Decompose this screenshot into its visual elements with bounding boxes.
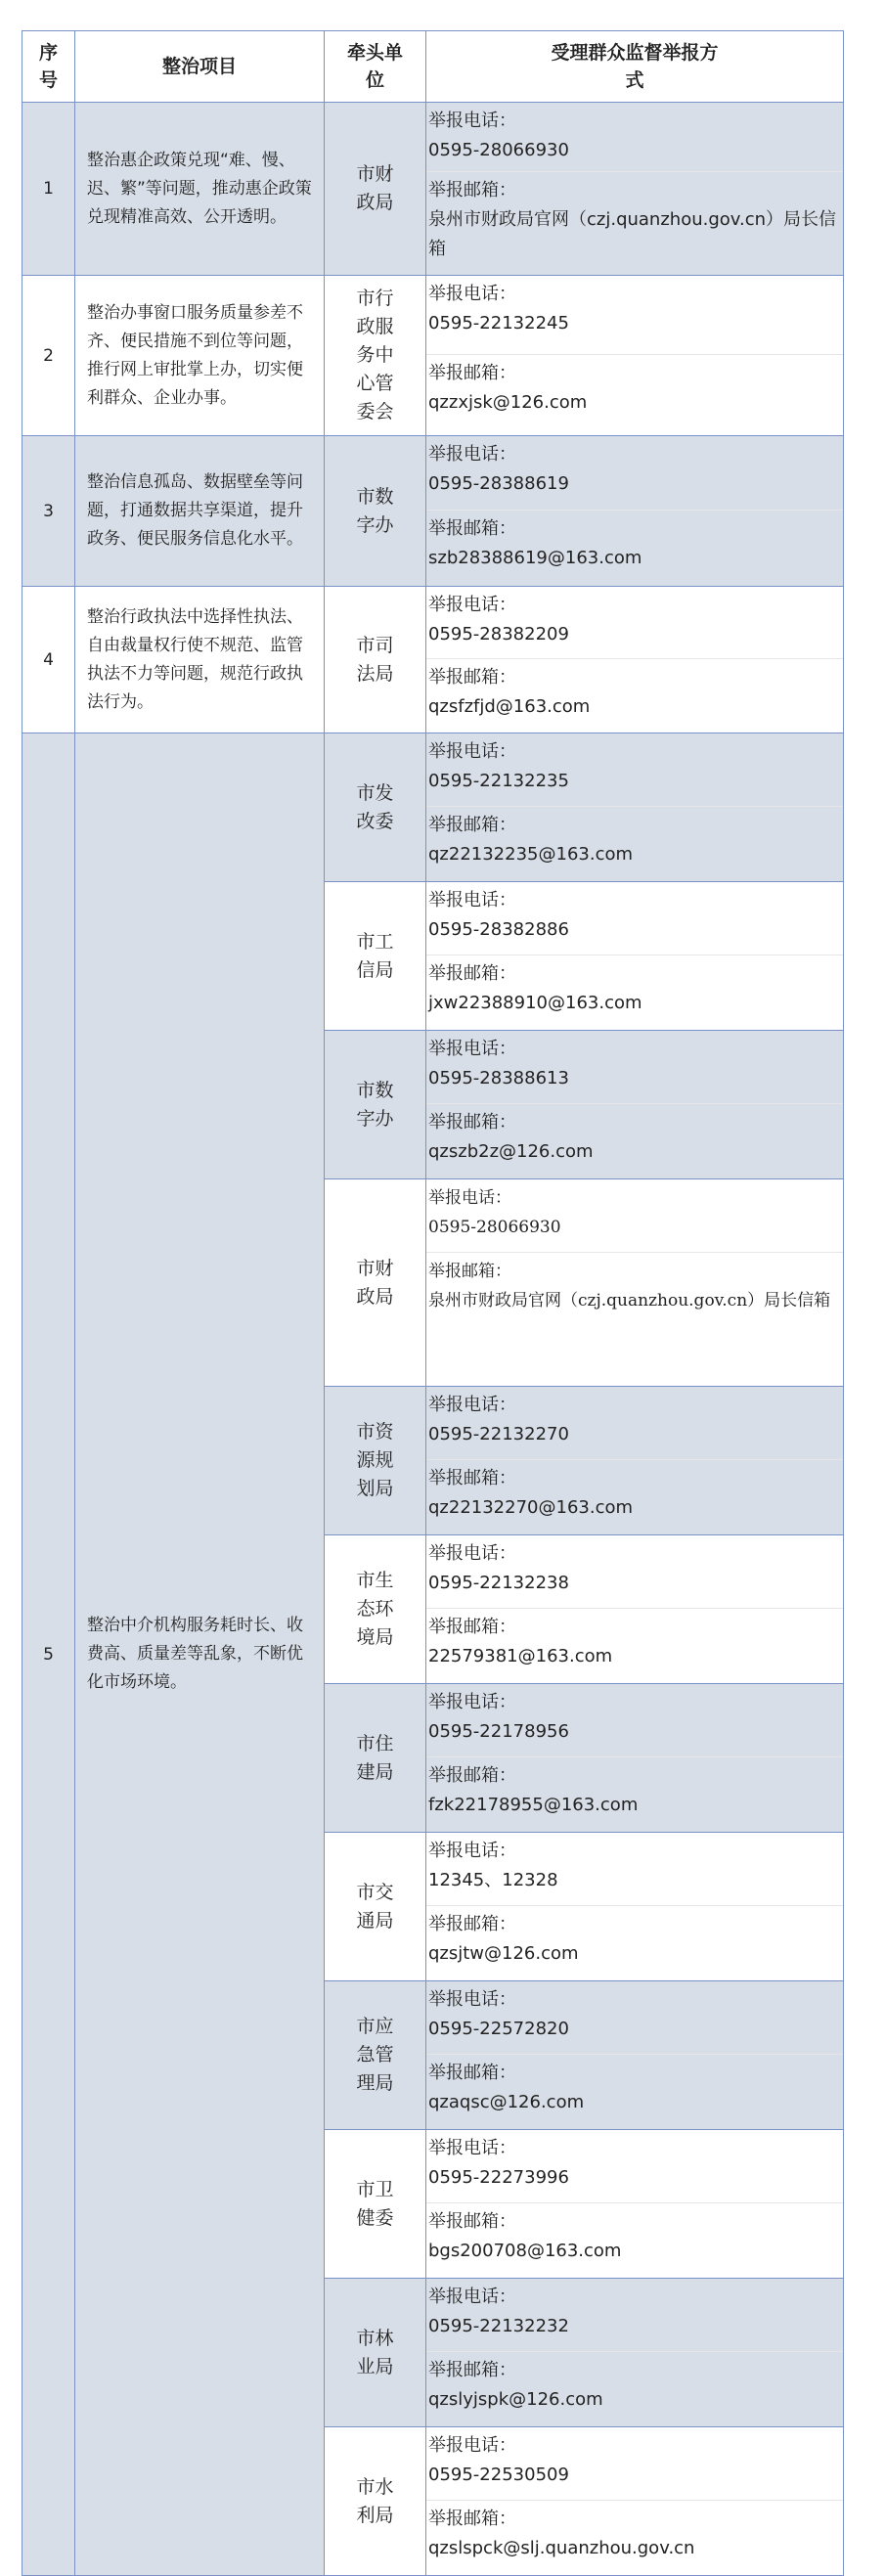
phone-number: 0595-22530509 xyxy=(428,2465,569,2485)
row-unit-text: 市数字办 xyxy=(356,485,394,536)
phone-block xyxy=(426,2279,843,2351)
row-contact xyxy=(426,1387,844,1535)
row-contact xyxy=(426,1179,844,1387)
mail-block xyxy=(426,1905,843,1980)
row-contact xyxy=(426,2427,844,2576)
row-unit xyxy=(325,1981,426,2130)
mail-label: 举报邮箱： xyxy=(428,1914,516,1934)
phone-number: 0595-22572820 xyxy=(428,2019,569,2039)
phone-label: 举报电话： xyxy=(428,1188,511,1208)
phone-block xyxy=(426,1535,843,1608)
phone-block xyxy=(426,2130,843,2202)
row-unit-text: 市数字办 xyxy=(356,1079,394,1130)
mail-address: bgs200708@163.com xyxy=(428,2241,622,2261)
phone-label: 举报电话： xyxy=(428,2287,516,2307)
row-unit-text: 市资源规划局 xyxy=(356,1421,394,1499)
phone-number: 0595-28382209 xyxy=(428,624,569,644)
phone-label: 举报电话： xyxy=(428,444,516,465)
phone-number: 0595-28382886 xyxy=(428,919,569,940)
phone-number: 0595-22132245 xyxy=(428,313,569,333)
phone-number: 0595-28066930 xyxy=(428,1218,561,1237)
row-unit-text: 市行政服务中心管委会 xyxy=(356,288,394,422)
row-contact xyxy=(426,276,844,436)
mail-address: szb28388619@163.com xyxy=(428,548,642,568)
mail-label: 举报邮箱： xyxy=(428,963,516,984)
row-unit-text: 市发改委 xyxy=(356,781,394,832)
phone-block xyxy=(426,103,843,171)
mail-label: 举报邮箱： xyxy=(428,2063,516,2083)
mail-label: 举报邮箱： xyxy=(428,1765,516,1786)
mail-address: 泉州市财政局官网（czj.quanzhou.gov.cn）局长信箱 xyxy=(428,1291,831,1310)
phone-label: 举报电话： xyxy=(428,890,516,910)
row-item: 整治行政执法中选择性执法、自由裁量权行使不规范、监管执法不力等问题，规范行政执法行为。 xyxy=(75,587,325,733)
phone-block xyxy=(426,1684,843,1756)
row-contact xyxy=(426,733,844,882)
mail-address: qzszb2z@126.com xyxy=(428,1141,594,1162)
row-contact xyxy=(426,2130,844,2279)
phone-label: 举报电话： xyxy=(428,284,516,304)
mail-label: 举报邮箱： xyxy=(428,815,516,835)
row-unit-text: 市工信局 xyxy=(356,930,394,981)
header-unit: 牵头单位 xyxy=(325,31,426,103)
table-row xyxy=(22,733,844,882)
mail-block xyxy=(426,1459,843,1534)
row-contact xyxy=(426,1031,844,1179)
phone-number: 0595-22132270 xyxy=(428,1424,569,1444)
mail-address: jxw22388910@163.com xyxy=(428,993,642,1013)
mail-address: qzsfzfjd@163.com xyxy=(428,696,591,717)
phone-block xyxy=(426,1387,843,1459)
table-row xyxy=(22,436,844,587)
phone-block xyxy=(426,1833,843,1905)
phone-number: 0595-22273996 xyxy=(428,2167,569,2188)
row-unit xyxy=(325,1535,426,1684)
phone-label: 举报电话： xyxy=(428,1039,516,1059)
phone-label: 举报电话： xyxy=(428,2138,516,2158)
mail-block xyxy=(426,955,843,1030)
mail-block xyxy=(426,1103,843,1178)
phone-number: 0595-28066930 xyxy=(428,140,569,160)
mail-label: 举报邮箱： xyxy=(428,1262,511,1281)
phone-label: 举报电话： xyxy=(428,1543,516,1564)
mail-label: 举报邮箱： xyxy=(428,518,516,539)
phone-block xyxy=(426,587,843,658)
row-contact xyxy=(426,436,844,587)
mail-address: fzk22178955@163.com xyxy=(428,1795,639,1815)
phone-number: 0595-22132235 xyxy=(428,771,569,791)
row-contact xyxy=(426,103,844,276)
phone-label: 举报电话： xyxy=(428,741,516,762)
row-unit xyxy=(325,882,426,1031)
phone-number: 0595-28388619 xyxy=(428,473,569,494)
mail-block xyxy=(426,2500,843,2575)
mail-label: 举报邮箱： xyxy=(428,667,516,688)
row-contact xyxy=(426,1833,844,1981)
row-contact xyxy=(426,1684,844,1833)
row-seq: 3 xyxy=(22,436,75,587)
mail-block xyxy=(426,658,843,733)
phone-number: 0595-22178956 xyxy=(428,1721,569,1742)
phone-label: 举报电话： xyxy=(428,1841,516,1861)
phone-block xyxy=(426,1179,843,1252)
mail-label: 举报邮箱： xyxy=(428,1112,516,1133)
mail-block xyxy=(426,806,843,881)
row-unit-text: 市财政局 xyxy=(356,163,394,213)
table-row xyxy=(22,103,844,276)
phone-number: 12345、12328 xyxy=(428,1870,558,1890)
table-row xyxy=(22,276,844,436)
mail-block xyxy=(426,2202,843,2278)
phone-number: 0595-22132238 xyxy=(428,1573,569,1593)
phone-block xyxy=(426,276,843,354)
mail-address: 22579381@163.com xyxy=(428,1646,613,1666)
row-seq: 5 xyxy=(22,733,75,2576)
phone-label: 举报电话： xyxy=(428,1692,516,1712)
mail-label: 举报邮箱： xyxy=(428,363,516,383)
row-seq: 1 xyxy=(22,103,75,276)
phone-label: 举报电话： xyxy=(428,1989,516,2010)
mail-label: 举报邮箱： xyxy=(428,2509,516,2529)
row-unit-text: 市生态环境局 xyxy=(356,1570,394,1648)
row-contact xyxy=(426,882,844,1031)
row-seq: 2 xyxy=(22,276,75,436)
row-contact xyxy=(426,1981,844,2130)
phone-block xyxy=(426,733,843,806)
mail-address: qz22132270@163.com xyxy=(428,1497,634,1518)
row-seq: 4 xyxy=(22,587,75,733)
phone-label: 举报电话： xyxy=(428,111,516,131)
phone-block xyxy=(426,882,843,955)
header-seq: 序号 xyxy=(22,31,75,103)
row-unit-text: 市住建局 xyxy=(356,1732,394,1783)
row-unit-text: 市应急管理局 xyxy=(356,2016,394,2094)
row-contact xyxy=(426,2279,844,2427)
table-row xyxy=(22,587,844,733)
mail-address: qzaqsc@126.com xyxy=(428,2092,585,2112)
phone-block xyxy=(426,1981,843,2054)
row-unit xyxy=(325,1031,426,1179)
row-unit xyxy=(325,2279,426,2427)
phone-number: 0595-28388613 xyxy=(428,1068,569,1088)
mail-block xyxy=(426,354,843,435)
row-unit xyxy=(325,1684,426,1833)
header-row xyxy=(22,31,844,103)
mail-block xyxy=(426,2054,843,2129)
row-contact xyxy=(426,1535,844,1684)
row-item: 整治中介机构服务耗时长、收费高、质量差等乱象，不断优化市场环境。 xyxy=(75,733,325,2576)
row-unit xyxy=(325,587,426,733)
row-unit-text: 市交通局 xyxy=(356,1881,394,1932)
mail-address: 泉州市财政局官网（czj.quanzhou.gov.cn）局长信箱 xyxy=(428,209,837,259)
row-unit xyxy=(325,276,426,436)
row-unit xyxy=(325,1833,426,1981)
mail-block xyxy=(426,2351,843,2426)
row-unit xyxy=(325,2427,426,2576)
mail-block xyxy=(426,1756,843,1832)
mail-block xyxy=(426,171,843,275)
row-unit-text: 市财政局 xyxy=(356,1257,394,1308)
mail-address: qzslspck@slj.quanzhou.gov.cn xyxy=(428,2538,695,2558)
mail-address: qzzxjsk@126.com xyxy=(428,392,588,413)
row-unit-text: 市卫健委 xyxy=(356,2178,394,2229)
phone-label: 举报电话： xyxy=(428,2435,516,2456)
row-unit-text: 市水利局 xyxy=(356,2475,394,2526)
mail-label: 举报邮箱： xyxy=(428,180,516,200)
mail-label: 举报邮箱： xyxy=(428,1617,516,1637)
mail-block xyxy=(426,1252,843,1386)
row-unit xyxy=(325,733,426,882)
row-unit xyxy=(325,436,426,587)
row-item: 整治惠企政策兑现“难、慢、迟、繁”等问题，推动惠企政策兑现精准高效、公开透明。 xyxy=(75,103,325,276)
mail-address: qzsjtw@126.com xyxy=(428,1943,579,1964)
row-unit xyxy=(325,1179,426,1387)
row-item: 整治信息孤岛、数据壁垒等问题，打通数据共享渠道，提升政务、便民服务信息化水平。 xyxy=(75,436,325,587)
header-item: 整治项目 xyxy=(75,31,325,103)
row-unit-text: 市林业局 xyxy=(356,2327,394,2377)
mail-address: qzslyjspk@126.com xyxy=(428,2389,603,2410)
supervision-table xyxy=(22,30,844,2576)
mail-address: qz22132235@163.com xyxy=(428,844,634,865)
mail-label: 举报邮箱： xyxy=(428,2211,516,2232)
phone-label: 举报电话： xyxy=(428,595,516,615)
phone-label: 举报电话： xyxy=(428,1395,516,1415)
row-item: 整治办事窗口服务质量参差不齐、便民措施不到位等问题，推行网上审批掌上办，切实便利群众、企业办事。 xyxy=(75,276,325,436)
row-unit-text: 市司法局 xyxy=(356,634,394,685)
phone-block xyxy=(426,1031,843,1103)
phone-block xyxy=(426,2427,843,2500)
row-unit xyxy=(325,103,426,276)
header-contact: 受理群众监督举报方式 xyxy=(426,31,844,103)
mail-label: 举报邮箱： xyxy=(428,2360,516,2380)
row-contact xyxy=(426,587,844,733)
mail-label: 举报邮箱： xyxy=(428,1468,516,1488)
phone-block xyxy=(426,436,843,510)
mail-block xyxy=(426,510,843,586)
row-unit xyxy=(325,2130,426,2279)
mail-block xyxy=(426,1608,843,1683)
row-unit xyxy=(325,1387,426,1535)
phone-number: 0595-22132232 xyxy=(428,2316,569,2336)
